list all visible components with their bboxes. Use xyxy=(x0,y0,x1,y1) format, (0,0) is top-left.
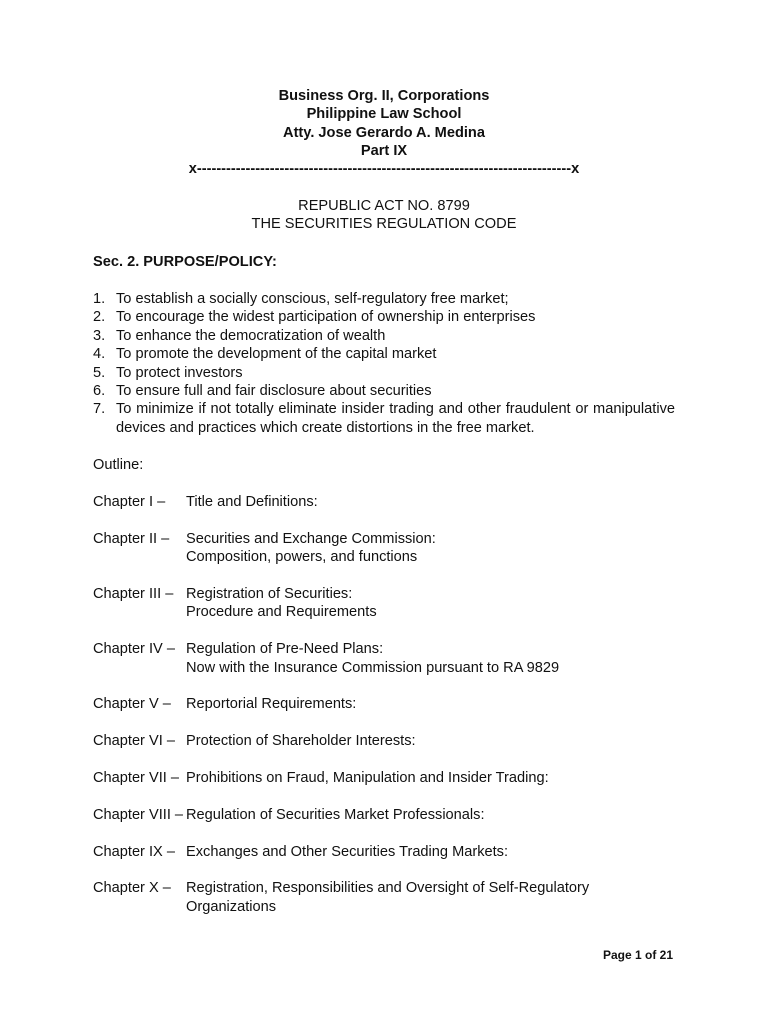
purpose-list xyxy=(93,290,675,437)
list-item-number: 2. xyxy=(93,309,106,326)
list-item-text: To encourage the widest participation of ownership in enterprises xyxy=(116,309,536,326)
chapter-subtitle: Organizations xyxy=(186,898,277,915)
chapter-label: Chapter IX – xyxy=(93,843,175,860)
page-number: Page 1 of 21 xyxy=(603,948,674,962)
list-item xyxy=(93,382,675,400)
chapter-entry xyxy=(93,843,693,861)
list-item-text: To enhance the democratization of wealth xyxy=(116,327,386,344)
list-item xyxy=(93,327,675,345)
list-item xyxy=(93,364,675,382)
list-item-text: To protect investors xyxy=(116,364,243,381)
chapter-entry xyxy=(93,806,693,824)
act-number: REPUBLIC ACT NO. 8799 xyxy=(298,198,470,214)
outline-label: Outline: xyxy=(93,457,144,473)
chapter-subtitle: Composition, powers, and functions xyxy=(186,549,418,566)
list-item-number: 5. xyxy=(93,364,106,381)
instructor-name: Atty. Jose Gerardo A. Medina xyxy=(283,124,485,141)
chapter-title: Prohibitions on Fraud, Manipulation and Insider Trading: xyxy=(186,770,549,786)
chapter-title: Securities and Exchange Commission: xyxy=(186,530,436,547)
part-label: Part IX xyxy=(360,143,408,160)
chapter-entry xyxy=(93,530,693,567)
chapter-title: Title and Definitions: xyxy=(186,494,318,510)
chapter-label: Chapter VII – xyxy=(93,770,179,786)
chapter-label: Chapter VIII – xyxy=(93,806,184,823)
chapter-label: Chapter I – xyxy=(93,494,166,510)
list-item-text: To promote the development of the capital market xyxy=(116,346,437,363)
list-item xyxy=(93,290,675,308)
course-title: Business Org. II, Corporations xyxy=(278,88,490,104)
chapter-entry xyxy=(93,732,693,750)
header-separator: x-----------------------------------------------------------------------------x xyxy=(188,161,580,177)
chapter-title: Registration, Responsibilities and Oversight of Self-Regulatory xyxy=(186,880,590,897)
chapter-entry xyxy=(93,879,693,916)
chapter-title: Registration of Securities: xyxy=(186,586,353,602)
chapter-label: Chapter II – xyxy=(93,530,170,547)
school-name: Philippine Law School xyxy=(306,106,462,123)
list-item-text: To ensure full and fair disclosure about securities xyxy=(116,383,432,400)
chapter-title: Reportorial Requirements: xyxy=(186,696,357,713)
act-title: THE SECURITIES REGULATION CODE xyxy=(251,216,517,233)
list-item xyxy=(93,308,675,326)
chapter-title: Protection of Shareholder Interests: xyxy=(186,733,416,750)
chapter-label: Chapter X – xyxy=(93,880,171,897)
chapter-entry xyxy=(93,769,693,787)
chapter-label: Chapter V – xyxy=(93,696,171,713)
list-item xyxy=(93,400,675,437)
list-item-text: To establish a socially conscious, self-regulatory free market; xyxy=(116,291,509,307)
document-header xyxy=(0,87,768,161)
chapter-entry xyxy=(93,585,693,622)
chapter-label: Chapter VI – xyxy=(93,733,175,750)
list-item-number: 3. xyxy=(93,327,106,344)
chapter-title: Regulation of Pre-Need Plans: xyxy=(186,641,384,658)
chapter-label: Chapter III – xyxy=(93,586,174,602)
list-item-number: 4. xyxy=(93,346,106,363)
chapter-title: Regulation of Securities Market Professionals: xyxy=(186,806,485,823)
chapter-entry xyxy=(93,493,693,511)
chapter-outline xyxy=(93,493,693,935)
section-title: Sec. 2. PURPOSE/POLICY: xyxy=(93,254,277,270)
chapter-title: Exchanges and Other Securities Trading Markets: xyxy=(186,843,509,860)
list-item-number: 6. xyxy=(93,383,106,400)
chapter-subtitle: Procedure and Requirements xyxy=(186,604,377,621)
list-item-text: To minimize if not totally eliminate insider trading and other fraudulent or manipulative devices and practices which create distortions in the free market. xyxy=(116,401,675,436)
list-item xyxy=(93,345,675,363)
chapter-subtitle: Now with the Insurance Commission pursuant to RA 9829 xyxy=(186,659,560,676)
chapter-label: Chapter IV – xyxy=(93,641,175,658)
list-item-number: 7. xyxy=(93,401,106,418)
act-heading xyxy=(0,197,768,234)
list-item-number: 1. xyxy=(93,291,106,307)
chapter-entry xyxy=(93,695,693,713)
chapter-entry xyxy=(93,640,693,677)
